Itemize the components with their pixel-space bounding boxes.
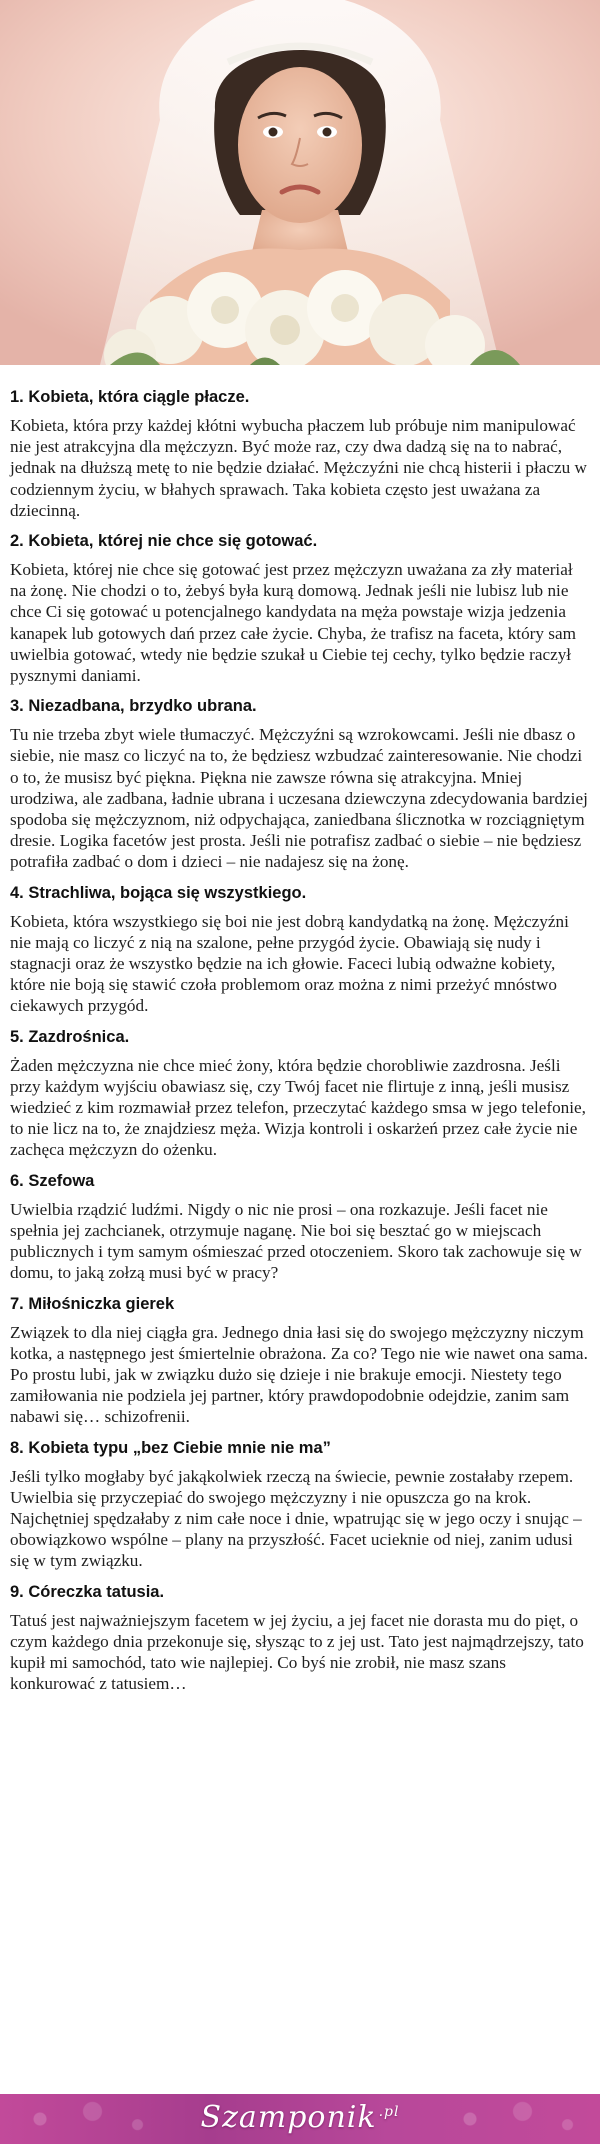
site-logo-text: Szamponik [200, 2100, 377, 2135]
section-7-body: Związek to dla niej ciągła gra. Jednego dnia łasi się do swojego mężczyzny niczym kotka, a następnego jest śmiertelnie obrażona. Za co? Tego nie wie nawet ona sama. Po prostu lubi, jak w związku dużo się dzieje i nie brakuje emocji. Niestety tego zamiłowania nie podziela jej partner, który prawdopodobnie odejdzie, zanim sam nabawi się… schizofrenii. [10, 1322, 588, 1427]
bride-crying-photo [0, 0, 600, 365]
site-logo-suffix: .pl [378, 2104, 400, 2120]
section-9-heading: 9. Córeczka tatusia. [10, 1582, 165, 1601]
section-6-heading: 6. Szefowa [10, 1171, 95, 1190]
article [0, 365, 600, 1694]
section-9-body: Tatuś jest najważniejszym facetem w jej życiu, a jej facet nie dorasta mu do pięt, o czym każdego dnia przekonuje się, słysząc to z jej ust. Tato jest najmądrzejszy, tato kupił mi samochód, tato wie najlepiej. Co byś nie zrobił, nie masz szans konkurować z tatusiem… [10, 1610, 584, 1694]
section-2-body: Kobieta, której nie chce się gotować jest przez mężczyzn uważana za zły materiał na żonę. Nie chodzi o to, żebyś była kurą domową. Jednak jeśli nie lubisz lub nie chce Ci się gotować u potencjalnego kandydata na męża powstaje wizja jedzenia kanapek lub gotowych dań przez całe życie. Chyba, że trafisz na faceta, który sam uwielbia gotować, wtedy nie będzie szukał u Ciebie tej cechy, tylko będzie raczył pysznymi daniami. [10, 560, 576, 686]
section-6-body: Uwielbia rządzić ludźmi. Nigdy o nic nie prosi – ona rozkazuje. Jeśli facet nie spełnia jej zachcianek, otrzymuje naganę. Nie boi się besztać go w miejscach publicznych i tym samym ośmieszać przed otoczeniem. Skoro tak zachowuje się w domu, to jaką zołzą musi być w pracy? [10, 1199, 582, 1283]
section-3-body: Tu nie trzeba zbyt wiele tłumaczyć. Mężczyźni są wzrokowcami. Jeśli nie dbasz o siebie, nie masz co liczyć na to, że będziesz wzbudzać zainteresowanie. Nie chodzi o to, że musisz być piękna. Piękna nie zawsze równa się atrakcyjna. Mniej urodziwa, ale zadbana, ładnie ubrana i uczesana dziewczyna zdecydowania bardziej spodoba się mężczyznom, niż odpychająca, zaniedbana ślicznotka w rozciągniętym dresie. Logika facetów jest prosta. Jeśli nie potrafisz zadbać o siebie – nie będziesz potrafiła zadbać o dom i dzieci – nie nadajesz się na żonę. [10, 725, 588, 872]
section-1-body: Kobieta, która przy każdej kłótni wybucha płaczem lub próbuje nim manipulować nie jest atrakcyjna dla mężczyzn. Być może raz, czy dwa dadzą się na to nabrać, jednak na dłuższą metę to nie będzie działać. Mężczyźni nie chcą histerii i płaczu w codziennym życiu, w błahych sprawach. Taka kobieta często jest uważana za dziecinną. [10, 416, 587, 520]
hero-photo [0, 0, 600, 365]
section-8-body: Jeśli tylko mogłaby być jakąkolwiek rzeczą na świecie, pewnie zostałaby rzepem. Uwielbia się przyczepiać do swojego mężczyzny i nie opuszcza go na krok. Najchętniej spędzałaby z nim całe noce i dnie, wpatrując się w jego oczy i snując – obowiązkowo wspólne – plany na przyszłość. Facet ucieknie od niej, zanim udusi się w tym związku. [10, 1466, 582, 1571]
section-4-body: Kobieta, która wszystkiego się boi nie jest dobrą kandydatką na żonę. Mężczyźni nie mają co liczyć z nią na szalone, pełne przygód życie. Obawiają się nudy i stagnacji oraz że wszystko będzie na ich głowie. Faceci lubią odważne kobiety, które nie boją się stawić czoła problemom oraz można z nimi przeżyć mnóstwo ciekawych przygód. [10, 911, 569, 1016]
section-7-heading: 7. Miłośniczka gierek [10, 1294, 175, 1313]
section-8-heading: 8. Kobieta typu „bez Ciebie mnie nie ma” [10, 1438, 331, 1457]
section-1-heading: 1. Kobieta, która ciągle płacze. [10, 388, 250, 406]
section-5-body: Żaden mężczyzna nie chce mieć żony, która będzie chorobliwie zazdrosna. Jeśli przy każdym wyjściu obawiasz się, czy Twój facet nie flirtuje z inną, jeśli musisz wiedzieć z kim rozmawiał przez telefon, przeczytać każdego smsa w jego telefonie, to nie licz na to, że znajdziesz męża. Wizja kontroli i oskarżeń przez całe życie nie zachęca mężczyzn do ożenku. [10, 1055, 586, 1160]
section-3-heading: 3. Niezadbana, brzydko ubrana. [10, 697, 257, 716]
section-5-heading: 5. Zazdrośnica. [10, 1027, 130, 1046]
site-logo[interactable] [0, 2100, 600, 2135]
section-4-heading: 4. Strachliwa, bojąca się wszystkiego. [10, 883, 307, 902]
section-2-heading: 2. Kobieta, której nie chce się gotować. [10, 532, 318, 551]
footer-banner [0, 2094, 600, 2144]
